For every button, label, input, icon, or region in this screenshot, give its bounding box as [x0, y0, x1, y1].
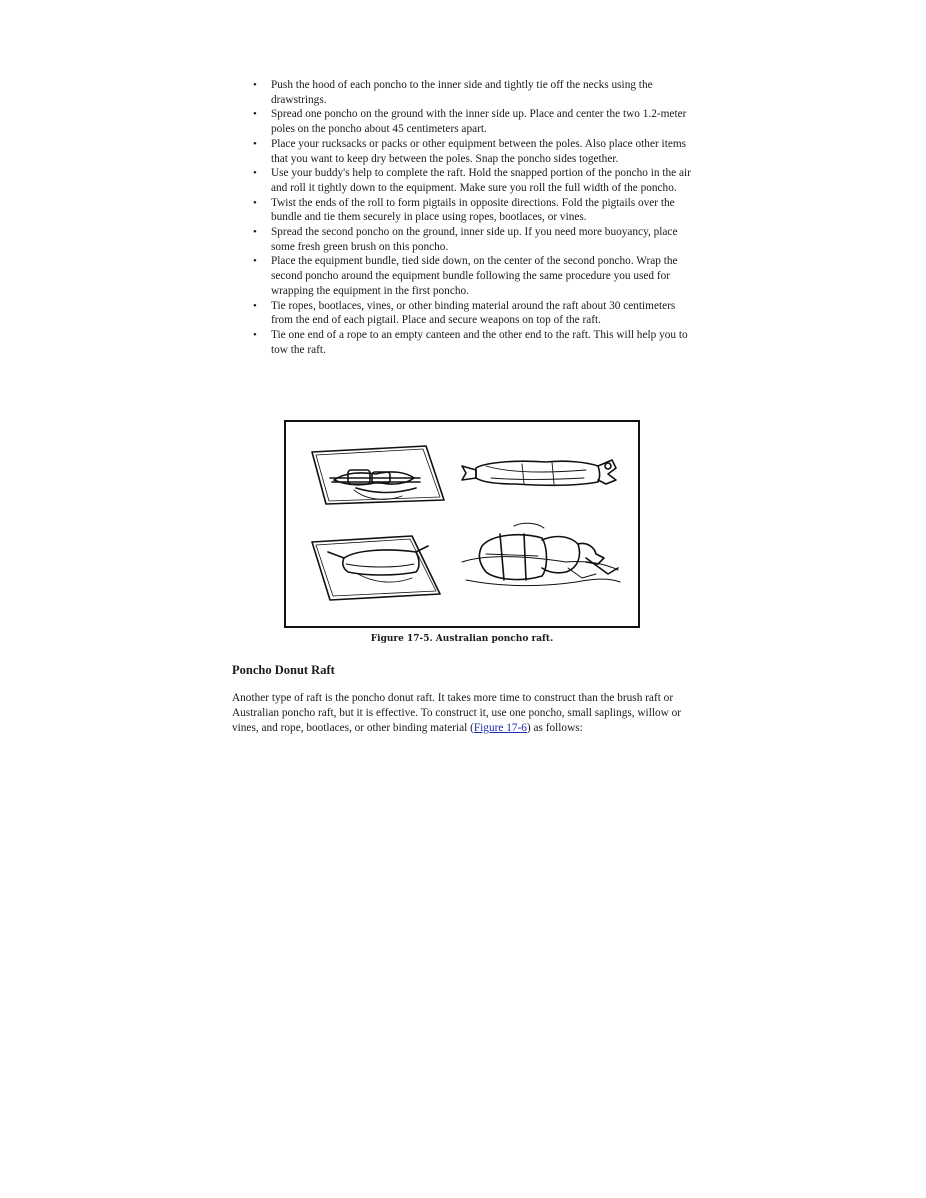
list-item-text: Place your rucksacks or packs or other equipment between the poles. Also place other items that you want to keep dry between the poles. Snap the poncho sides together. — [271, 137, 687, 165]
panel-rolled-bundle — [462, 460, 616, 485]
figure-17-6-link[interactable]: Figure 17-6 — [473, 722, 527, 734]
list-item — [252, 166, 700, 195]
raft-illustration — [286, 422, 638, 626]
bullet-icon: • — [253, 196, 257, 209]
section-paragraph — [232, 691, 700, 736]
bullet-icon: • — [253, 255, 257, 268]
instruction-list — [252, 78, 700, 357]
list-item — [252, 254, 700, 298]
list-item-text: Spread one poncho on the ground with the inner side up. Place and center the two 1.2-meter poles on the poncho about 45 centimeters apart. — [271, 108, 687, 136]
list-item — [252, 196, 700, 225]
list-item — [252, 328, 700, 357]
list-item-text: Tie one end of a rope to an empty canteen and the other end to the raft. This will help you to tow the raft. — [271, 328, 688, 356]
paragraph-text-after: ) as follows: — [526, 722, 583, 734]
bullet-icon: • — [253, 79, 257, 91]
section-heading: Poncho Donut Raft — [232, 663, 335, 677]
bullet-icon: • — [253, 299, 257, 312]
figure-australian-poncho-raft — [284, 420, 640, 628]
list-item-text: Use your buddy's help to complete the raft. Hold the snapped portion of the poncho in the air and roll it tightly down to the equipment. Make sure you roll the full width of the poncho. — [271, 167, 691, 194]
list-item — [252, 137, 700, 166]
list-item-text: Twist the ends of the roll to form pigtails in opposite directions. Fold the pigtails over the bundle and tie them securely in place using ropes, bootlaces, or vines. — [271, 196, 675, 224]
panel-bundle-on-second-poncho — [312, 536, 440, 600]
panel-raft-in-water — [462, 523, 620, 585]
panel-poncho-with-equipment — [312, 446, 444, 504]
bullet-icon: • — [253, 167, 257, 180]
bullet-icon: • — [253, 108, 257, 121]
bullet-icon: • — [253, 328, 257, 341]
figure-caption: Figure 17-5. Australian poncho raft. — [370, 634, 554, 644]
list-item-text: Place the equipment bundle, tied side down, on the center of the second poncho. Wrap the second poncho around the equipment bundle following the same procedure you used for wrapping the equipment in the first poncho. — [271, 255, 678, 297]
bullet-icon: • — [253, 226, 257, 239]
list-item-text: Tie ropes, bootlaces, vines, or other binding material around the raft about 30 centimeters from the end of each pigtail. Place and secure weapons on top of the raft. — [271, 299, 676, 327]
list-item — [252, 299, 700, 328]
list-item — [252, 107, 700, 136]
list-item-text: Spread the second poncho on the ground, inner side up. If you need more buoyancy, place some fresh green brush on this poncho. — [271, 226, 678, 253]
paragraph-text-before: Another type of raft is the poncho donut raft. It takes more time to construct than the brush raft or Australian poncho raft, but it is effective. To construct it, use one poncho, small saplings, willow or vines, and rope, bootlaces, or other binding material ( — [232, 692, 682, 734]
bullet-icon: • — [253, 137, 257, 150]
list-item-text: Push the hood of each poncho to the inner side and tightly tie off the necks using the drawstrings. — [271, 79, 653, 106]
list-item — [252, 225, 700, 254]
list-item — [252, 78, 700, 107]
